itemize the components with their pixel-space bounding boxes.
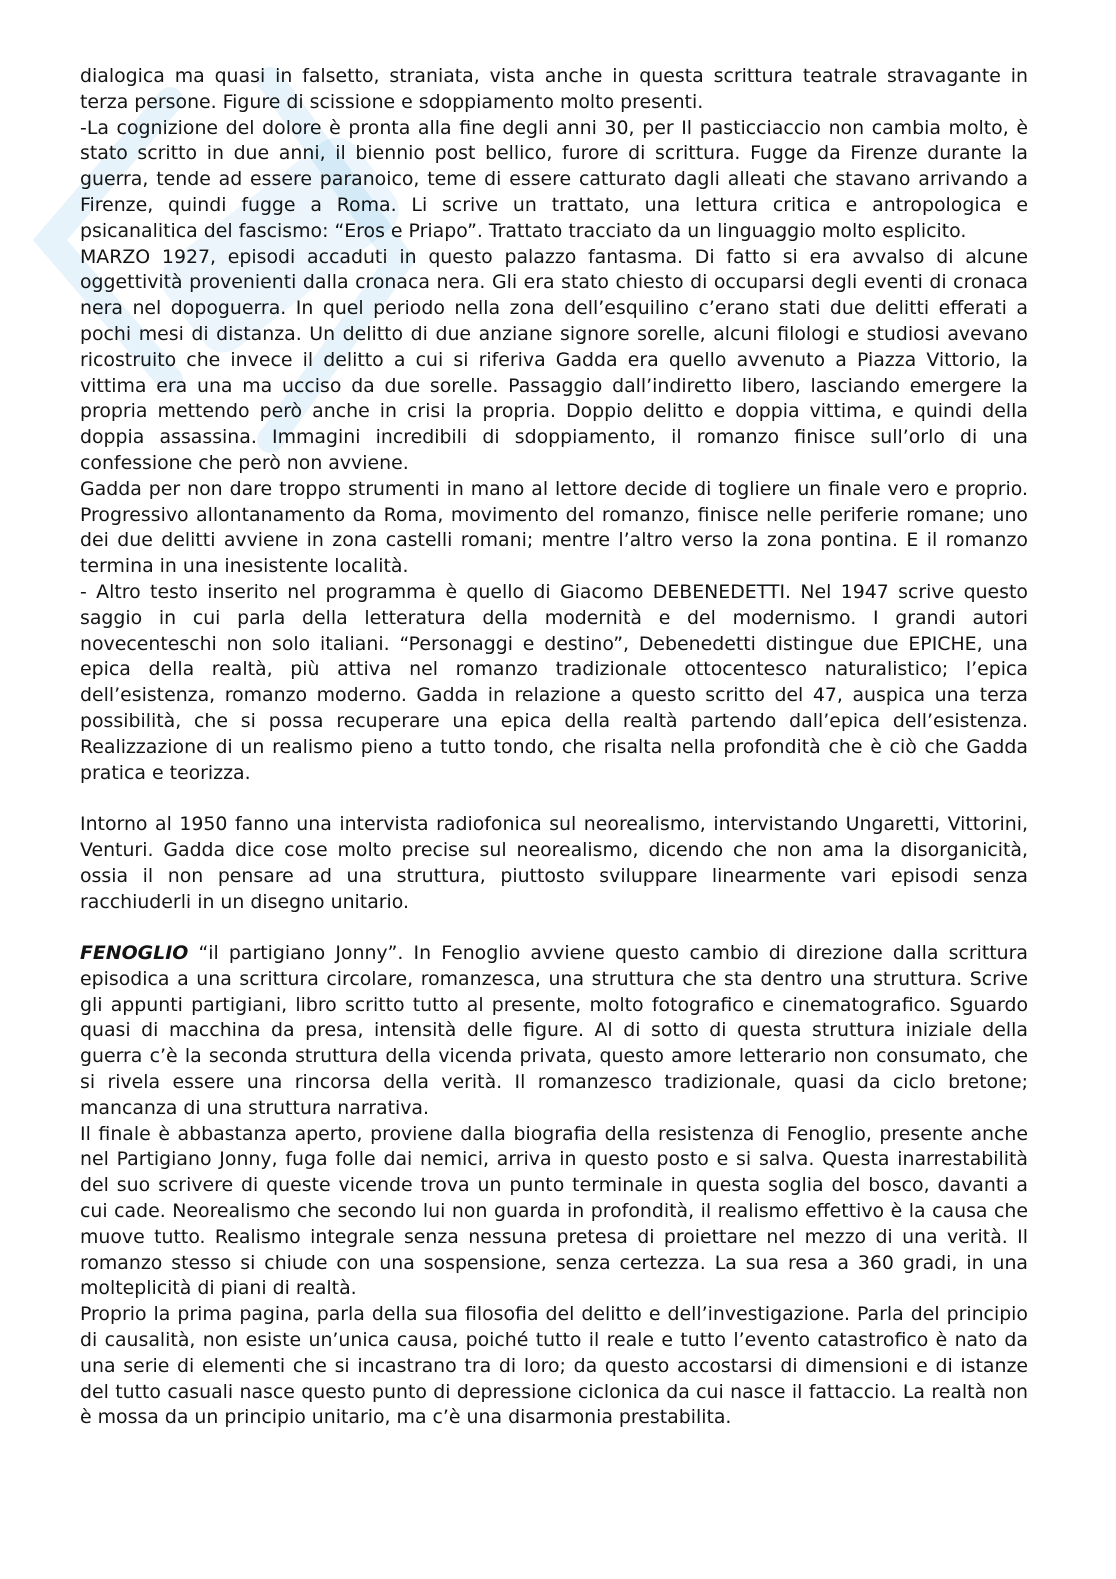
paragraph-6: Intorno al 1950 fanno una intervista radiofonica sul neorealismo, intervistando Ungaretti, Vittorini, Venturi. Gadda dice cose molto precise sul neorealismo, dicendo che non ama la disorganicità, ossia il non pensare ad una struttura, piuttosto sviluppare linearmente vari episodi senza racchiuderli in un disegno unitario. [80,813,1028,913]
paragraph-8: Il finale è abbastanza aperto, proviene dalla biografia della resistenza di Fenoglio, presente anche nel Partigiano Jonny, fuga folle dai nemici, arriva in questo posto e si salva. Questa inarrestabilità del suo scrivere di queste vicende trova un punto terminale in questa soglia del bosco, davanti a cui cade. Neorealismo che secondo lui non guarda in profondità, il realismo effettivo è la causa che muove tutto. Realismo integrale senza nessuna pretesa di proiettare nel mezzo di una verità. Il romanzo stesso si chiude con una sospensione, senza certezza. La sua resa a 360 gradi, in una molteplicità di piani di realtà. [80,1122,1028,1300]
paragraph-spacer [80,915,1028,941]
paragraph-1: dialogica ma quasi in falsetto, straniata, vista anche in questa scrittura teatrale stravagante in terza persone. Figure di scissione e sdoppiamento molto presenti. [80,65,1028,113]
paragraph-spacer [80,786,1028,812]
fenoglio-heading: FENOGLIO [80,942,189,965]
paragraph-5: - Altro testo inserito nel programma è quello di Giacomo DEBENEDETTI. Nel 1947 scrive questo saggio in cui parla della letteratura della modernità e del modernismo. I grandi autori novecenteschi non solo italiani. “Personaggi e destino”, Debenedetti distingue due EPICHE, una epica della realtà, più attiva nel romanzo tradizionale ottocentesco naturalistico; l’epica dell’esistenza, romanzo moderno. Gadda in relazione a questo scritto del 47, auspica una terza possibilità, che si possa recuperare una epica della realtà partendo dall’epica dell’esistenza. Realizzazione di un realismo pieno a tutto tondo, che risalta nella profondità che è ciò che Gadda pratica e teorizza. [80,580,1028,784]
paragraph-9: Proprio la prima pagina, parla della sua filosofia del delitto e dell’investigazione. Parla del principio di causalità, non esiste un’unica causa, poiché tutto il reale e tutto l’evento catastrofico è nato da una serie di elementi che si incastrano tra di loro; da questo accostarsi di dimensioni e di istanze del tutto casuali nasce questo punto di depressione ciclonica da cui nasce il fattaccio. La realtà non è mossa da un principio unitario, ma c’è una disarmonia prestabilita. [80,1303,1028,1429]
paragraph-2: -La cognizione del dolore è pronta alla fine degli anni 30, per Il pasticciaccio non cambia molto, è stato scritto in due anni, il biennio post bellico, furore di scrittura. Fugge da Firenze durante la guerra, tende ad essere paranoico, teme di essere catturato dagli alleati che stavano arrivando a Firenze, quindi fugge a Roma. Li scrive un trattato, una lettura critica e antropologica e psicanalitica del fascismo: “Eros e Priapo”. Trattato tracciato da un linguaggio molto esplicito. [80,116,1028,242]
fenoglio-text: “il partigiano Jonny”. In Fenoglio avviene questo cambio di direzione dalla scrittura episodica a una scrittura circolare, romanzesca, una struttura che sta dentro una struttura. Scrive gli appunti partigiani, libro scritto tutto al presente, molto fotografico e cinematografico. Sguardo quasi di macchina da presa, intensità delle figure. Al di sotto di questa struttura iniziale della guerra c’è la seconda struttura della vicenda privata, questo amore letterario non consumato, che si rivela essere una rincorsa della verità. Il romanzesco tradizionale, quasi da ciclo bretone; mancanza di una struttura narrativa. [80,942,1028,1119]
paragraph-4: Gadda per non dare troppo strumenti in mano al lettore decide di togliere un finale vero e proprio. Progressivo allontanamento da Roma, movimento del romanzo, finisce nelle periferie romane; uno dei due delitti avviene in zona castelli romani; mentre l’altro verso la zona pontina. E il romanzo termina in una inesistente località. [80,477,1028,578]
fenoglio-paragraph [80,941,1028,1122]
document-body [80,64,1028,1431]
paragraph-3: MARZO 1927, episodi accaduti in questo palazzo fantasma. Di fatto si era avvalso di alcune oggettività provenienti dalla cronaca nera. Gli era stato chiesto di occuparsi degli eventi di cronaca nera nel dopoguerra. In quel periodo nella zona dell’esquilino c’erano stati due delitti efferati a pochi mesi di distanza. Un delitto di due anziane signore sorelle, alcuni filologi e studiosi avevano ricostruito che invece il delitto a cui si riferiva Gadda era quello avvenuto a Piazza Vittorio, la vittima era una ma ucciso da due sorelle. Passaggio dall’indiretto libero, lasciando emergere la propria mettendo però anche in crisi la propria. Doppio delitto e doppia vittima, e quindi della doppia assassina. Immagini incredibili di sdoppiamento, il romanzo finisce sull’orlo di una confessione che però non avviene. [80,245,1028,474]
